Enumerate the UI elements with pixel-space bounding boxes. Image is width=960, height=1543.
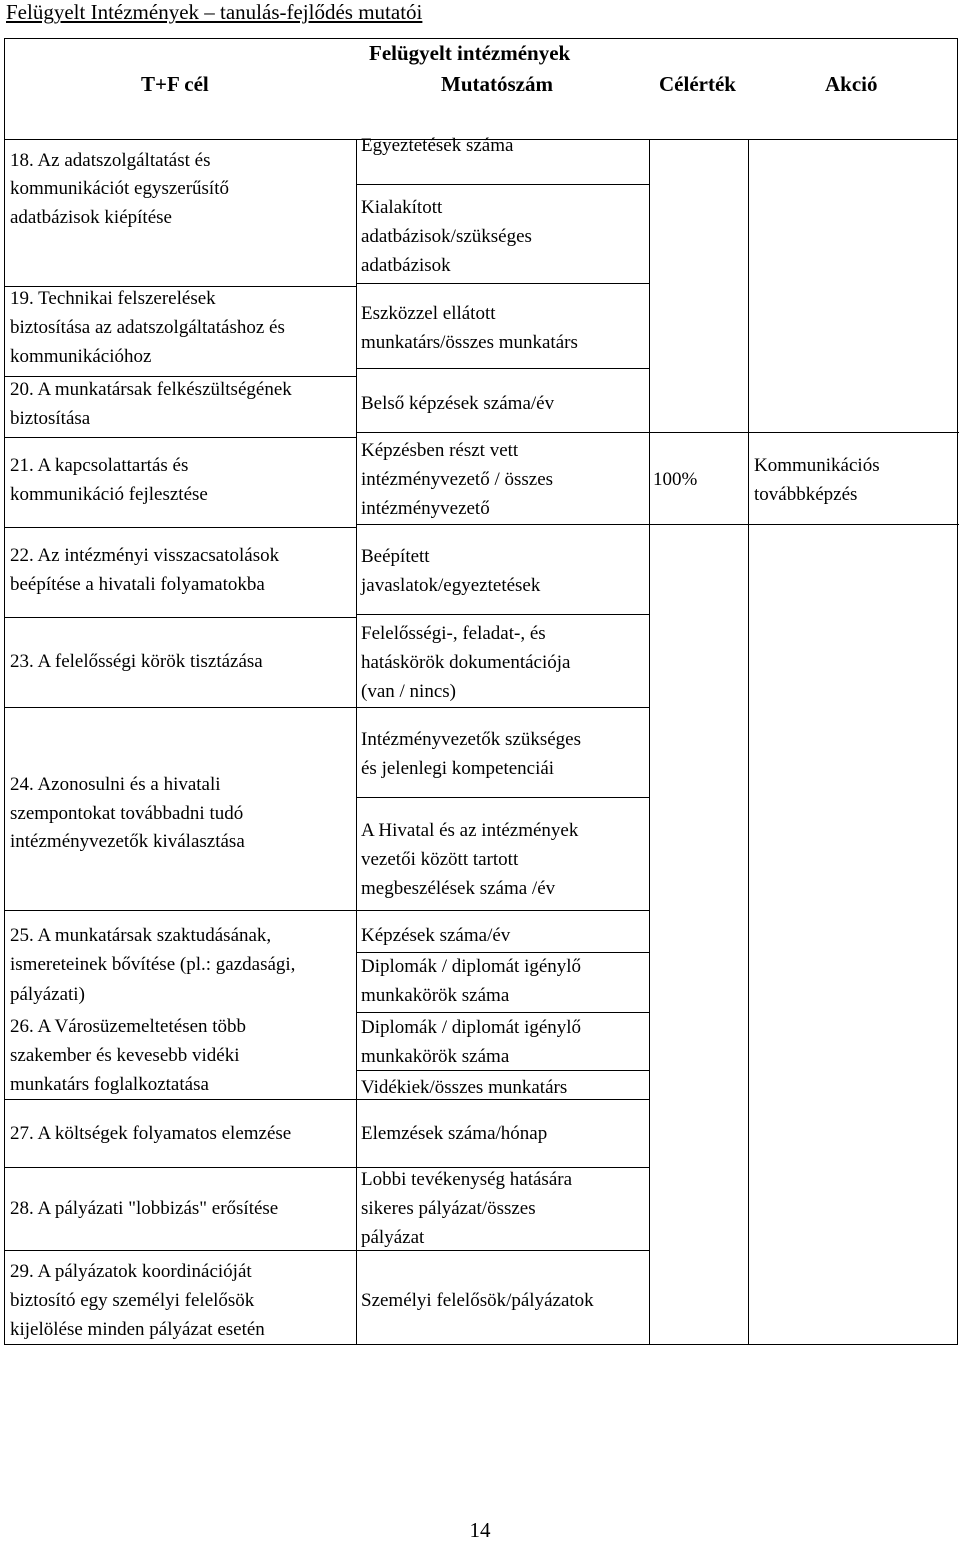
row-divider	[748, 432, 959, 433]
indicator-line: megbeszélések száma /év	[361, 878, 556, 899]
indicator-line: munkatárs/összes munkatárs	[361, 332, 578, 353]
indicator-line: A Hivatal és az intézmények	[361, 820, 579, 841]
goal-line: biztosítása	[10, 408, 91, 429]
indicator-line: Elemzések száma/hónap	[361, 1123, 548, 1144]
indicator-line: Intézményvezetők szükséges	[361, 729, 581, 750]
action-line: Kommunikációs	[754, 455, 880, 476]
goal-line: 19. Technikai felszerelések	[10, 288, 216, 309]
row-divider	[356, 184, 650, 185]
goal-line: 23. A felelősségi körök tisztázása	[10, 651, 263, 672]
goal-line: biztosító egy személyi felelősök	[10, 1290, 255, 1311]
column-header-indicator: Mutatószám	[441, 72, 553, 96]
column-divider	[356, 139, 357, 1345]
indicator-line: Egyeztetések száma	[361, 135, 514, 156]
indicator-line: Beépített	[361, 546, 430, 567]
goal-line: biztosítása az adatszolgáltatáshoz és	[10, 317, 285, 338]
indicator-line: (van / nincs)	[361, 681, 456, 702]
row-divider	[356, 910, 650, 911]
goal-line: munkatárs foglalkoztatása	[10, 1074, 209, 1095]
row-divider	[356, 432, 650, 433]
indicator-line: Személyi felelősök/pályázatok	[361, 1290, 594, 1311]
indicator-line: Eszközzel ellátott	[361, 303, 496, 324]
indicator-line: és jelenlegi kompetenciái	[361, 758, 555, 779]
column-header-target: Célérték	[659, 72, 736, 96]
indicator-line: Felelősségi-, feladat-, és	[361, 623, 546, 644]
goal-line: ismereteinek bővítése (pl.: gazdasági,	[10, 954, 296, 975]
indicator-line: Vidékiek/összes munkatárs	[361, 1077, 568, 1098]
goal-line: intézményvezetők kiválasztása	[10, 831, 245, 852]
goal-line: 29. A pályázatok koordinációját	[10, 1261, 252, 1282]
goal-line: 18. Az adatszolgáltatást és	[10, 150, 211, 171]
indicator-line: Képzések száma/év	[361, 925, 511, 946]
goal-line: 22. Az intézményi visszacsatolások	[10, 545, 280, 566]
indicator-line: pályázat	[361, 1227, 425, 1248]
row-divider	[356, 707, 650, 708]
goal-line: adatbázisok kiépítése	[10, 207, 172, 228]
indicator-line: Kialakított	[361, 197, 443, 218]
goal-line: kommunikációhoz	[10, 346, 152, 367]
column-header-goal: T+F cél	[141, 72, 209, 96]
indicator-line: Lobbi tevékenység hatására	[361, 1169, 573, 1190]
indicator-line: vezetői között tartott	[361, 849, 519, 870]
target-value: 100%	[653, 469, 698, 490]
goal-line: kommunikáció fejlesztése	[10, 484, 208, 505]
row-divider	[4, 1167, 357, 1168]
goal-line: szempontokat továbbadni tudó	[10, 803, 244, 824]
row-divider	[356, 283, 650, 284]
indicator-line: Képzésben részt vett	[361, 440, 519, 461]
action-line: továbbképzés	[754, 484, 858, 505]
goal-line: kommunikációt egyszerűsítő	[10, 178, 229, 199]
goal-line: 21. A kapcsolattartás és	[10, 455, 189, 476]
indicator-line: adatbázisok/szükséges	[361, 226, 532, 247]
indicator-line: Diplomák / diplomát igénylő	[361, 1017, 582, 1038]
row-divider	[356, 524, 650, 525]
row-divider	[356, 797, 650, 798]
indicator-line: javaslatok/egyeztetések	[361, 575, 541, 596]
goal-line: pályázati)	[10, 984, 85, 1005]
indicator-line: sikeres pályázat/összes	[361, 1198, 536, 1219]
goal-line: beépítése a hivatali folyamatokba	[10, 574, 265, 595]
indicator-line: hatáskörök dokumentációja	[361, 652, 571, 673]
row-divider	[4, 1250, 357, 1251]
table-super-header: Felügyelt intézmények	[369, 41, 571, 65]
goal-line: 20. A munkatársak felkészültségének	[10, 379, 292, 400]
row-divider	[4, 527, 357, 528]
row-divider	[356, 614, 650, 615]
row-divider	[4, 910, 357, 911]
row-divider	[649, 432, 749, 433]
column-divider	[748, 139, 749, 1345]
indicator-line: munkakörök száma	[361, 1046, 510, 1067]
page-title: Felügyelt Intézmények – tanulás-fejlődés mutatói	[6, 0, 423, 24]
goal-line: szakember és kevesebb vidéki	[10, 1045, 240, 1066]
goal-line: 26. A Városüzemeltetésen több	[10, 1016, 247, 1037]
column-header-action: Akció	[825, 72, 878, 96]
row-divider	[4, 707, 357, 708]
goal-line: 25. A munkatársak szaktudásának,	[10, 925, 272, 946]
column-divider	[649, 139, 650, 1345]
page-number: 14	[469, 1518, 491, 1542]
row-divider	[4, 617, 357, 618]
row-divider	[356, 368, 650, 369]
row-divider	[4, 1099, 357, 1100]
indicator-line: adatbázisok	[361, 255, 451, 276]
indicator-line: intézményvezető	[361, 498, 490, 519]
indicator-line: munkakörök száma	[361, 985, 510, 1006]
row-divider	[4, 437, 357, 438]
row-divider	[649, 524, 959, 525]
goal-line: 24. Azonosulni és a hivatali	[10, 774, 221, 795]
indicator-line: intézményvezető / összes	[361, 469, 554, 490]
indicator-line: Diplomák / diplomát igénylő	[361, 956, 582, 977]
goal-line: 28. A pályázati "lobbizás" erősítése	[10, 1198, 279, 1219]
goal-line: kijelölése minden pályázat esetén	[10, 1319, 265, 1340]
indicator-line: Belső képzések száma/év	[361, 393, 555, 414]
goal-line: 27. A költségek folyamatos elemzése	[10, 1123, 292, 1144]
